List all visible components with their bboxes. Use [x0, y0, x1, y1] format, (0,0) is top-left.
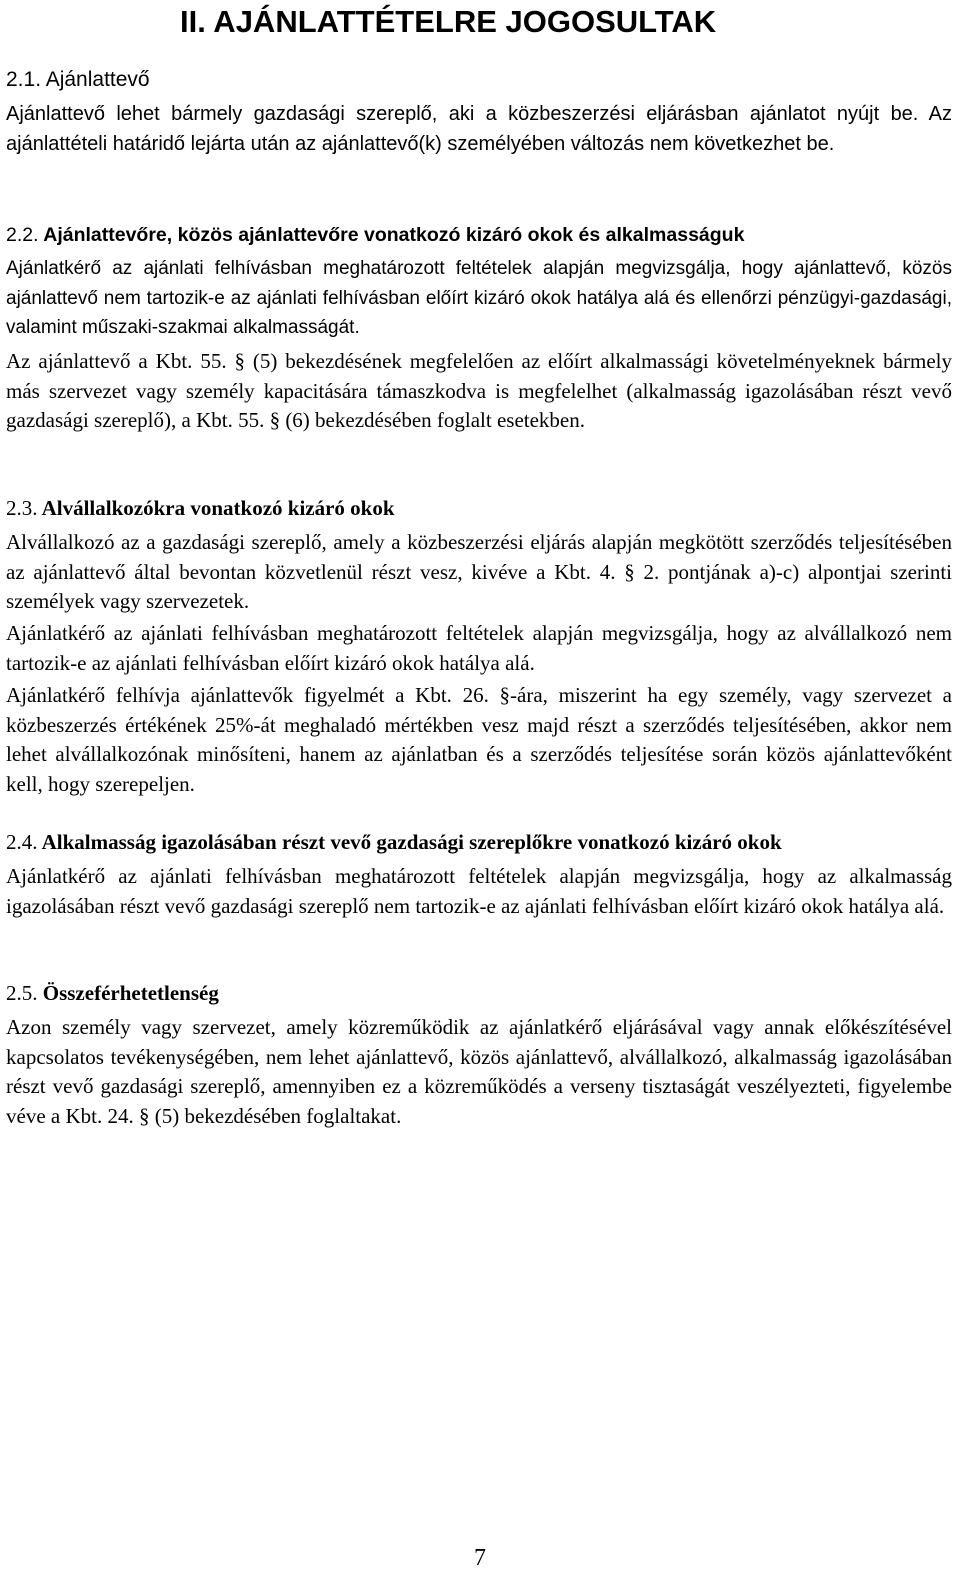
section-2-4-title: Alkalmasság igazolásában részt vevő gazdasági szereplőkre vonatkozó kizáró okok	[41, 830, 782, 854]
section-2-3-paragraph-3: Ajánlatkérő felhívja ajánlattevők figyelmét a Kbt. 26. §-ára, miszerint ha egy személy, vagy szervezet a közbeszerzés értékének 25%-át meghaladó mértékben vesz majd részt a szerződés teljesítésében, akkor nem lehet alvállalkozónak minősíteni, hanem az ajánlatban és a szerződés teljesítése során közös ajánlattevőként kell, hogy szerepeljen.	[6, 683, 952, 796]
section-2-3-heading	[6, 494, 395, 522]
section-2-2-heading	[6, 221, 744, 249]
section-2-2-paragraph-2: Az ajánlattevő a Kbt. 55. § (5) bekezdésének megfelelően az előírt alkalmassági követelményeknek bármely más szervezet vagy személy kapacitására támaszkodva is megfelelhet (alkalmasság igazolásában részt vevő gazdasági szereplő), a Kbt. 55. § (6) bekezdésében foglalt esetekben.	[6, 349, 952, 432]
document-title: II. AJÁNLATTÉTELRE JOGOSULTAK	[180, 4, 717, 39]
section-2-2-title: Ajánlattevőre, közös ajánlattevőre vonatkozó kizáró okok és alkalmasságuk	[43, 224, 745, 246]
section-2-3-paragraph-2: Ajánlatkérő az ajánlati felhívásban meghatározott feltételek alapján megvizsgálja, hogy az alvállalkozó nem tartozik-e az ajánlati felhívásban előírt kizáró okok hatálya alá.	[6, 621, 952, 675]
section-2-1-paragraph-1: Ajánlattevő lehet bármely gazdasági szereplő, aki a közbeszerzési eljárásban ajánlatot nyújt be. Az ajánlattételi határidő lejárta után az ajánlattevő(k) személyében változás nem következhet be.	[6, 103, 952, 155]
section-2-4-paragraph-1: Ajánlatkérő az ajánlati felhívásban meghatározott feltételek alapján megvizsgálja, hogy az alkalmasság igazolásában részt vevő gazdasági szereplő nem tartozik-e az ajánlati felhívásban előírt kizáró okok hatálya alá.	[6, 864, 952, 918]
section-2-3-paragraph-1: Alvállalkozó az a gazdasági szereplő, amely a közbeszerzési eljárás alapján megkötött szerződés teljesítésében az ajánlattevő által bevontan közvetlenül részt vesz, kivéve a Kbt. 4. § 2. pontjának a)-c) alpontjai szerinti személyek vagy szervezetek.	[6, 530, 952, 613]
section-2-4-heading	[6, 828, 782, 856]
section-2-5-number: 2.5.	[6, 981, 38, 1005]
section-2-5-title: Összeférhetetlenség	[42, 981, 219, 1005]
section-2-5-heading	[6, 979, 219, 1007]
section-2-1-heading: 2.1. Ajánlattevő	[6, 68, 150, 91]
page-number: 7	[474, 1545, 486, 1571]
section-2-4-number: 2.4.	[6, 830, 38, 854]
section-2-5-paragraph-1: Azon személy vagy szervezet, amely közreműködik az ajánlatkérő eljárásával vagy annak előkészítésével kapcsolatos tevékenységében, nem lehet ajánlattevő, közös ajánlattevő, alvállalkozó, alkalmasság igazolásában részt vevő gazdasági szereplő, amennyiben ez a közreműködés a verseny tisztaságát veszélyezteti, figyelembe véve a Kbt. 24. § (5) bekezdésében foglaltakat.	[6, 1015, 952, 1128]
section-2-3-title: Alvállalkozókra vonatkozó kizáró okok	[41, 496, 395, 520]
section-2-3-number: 2.3.	[6, 496, 38, 520]
section-2-2-number: 2.2.	[6, 224, 39, 246]
section-2-2-paragraph-1: Ajánlatkérő az ajánlati felhívásban meghatározott feltételek alapján megvizsgálja, hogy ajánlattevő, közös ajánlattevő nem tartozik-e az ajánlati felhívásban előírt kizáró okok hatálya alá és ellenőrzi pénzügyi-gazdasági, valamint műszaki-szakmai alkalmasságát.	[6, 258, 952, 338]
